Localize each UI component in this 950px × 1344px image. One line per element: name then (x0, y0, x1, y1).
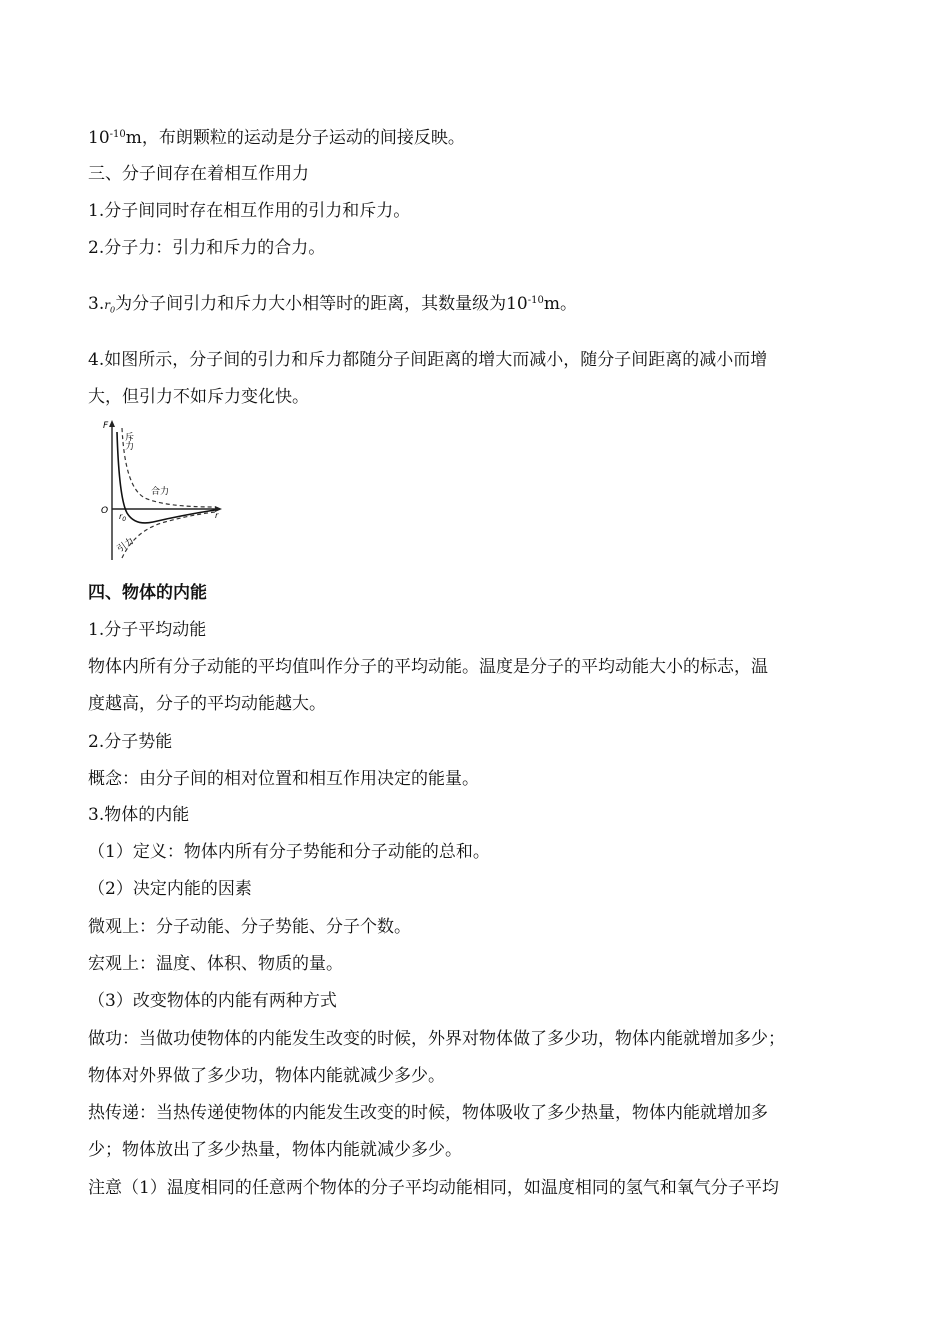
paragraph-2: 2.分子力：引力和斥力的合力。 (88, 238, 326, 258)
subsection-3-item-1: （1）定义：物体内所有分子势能和分子动能的总和。 (88, 842, 490, 862)
y-axis-arrow (109, 420, 115, 427)
heat-line-1: 热传递：当热传递使物体的内能发生改变的时候，物体吸收了多少热量，物体内能就增加多 (88, 1103, 768, 1123)
text-line-1: $10^{-10}m$，布朗颗粒的运动是分子运动的间接反映。 (88, 128, 465, 148)
heading-section-3: 三、分子间存在着相互作用力 (88, 164, 309, 184)
r0-label: $r_0$ (119, 512, 127, 523)
heading-section-4: 四、物体的内能 (88, 583, 207, 603)
paragraph-4-line-1: 4.如图所示，分子间的引力和斥力都随分子间距离的增大而减小，随分子间距离的减小而增 (88, 350, 768, 370)
note-line-1: 注意（1）温度相同的任意两个物体的分子平均动能相同，如温度相同的氢气和氧气分子平均 (88, 1178, 779, 1198)
subsection-1-line-1: 物体内所有分子动能的平均值叫作分子的平均动能。温度是分子的平均动能大小的标志，温 (88, 657, 768, 677)
subsection-3-micro: 微观上：分子动能、分子势能、分子个数。 (88, 917, 411, 937)
net-force-label: 合力 (151, 487, 170, 497)
paragraph-4-line-2: 大，但引力不如斥力变化快。 (88, 387, 309, 407)
paragraph-3: $3.r_0$为分子间引力和斥力大小相等时的距离，其数量级为$10^{-10}m$。 (88, 294, 577, 315)
axis-y-label: F (103, 421, 109, 431)
subheading-1: 1.分子平均动能 (88, 620, 207, 640)
origin-label: O (101, 506, 109, 516)
work-line-2: 物体对外界做了多少功，物体内能就减少多少。 (88, 1066, 445, 1086)
work-line-1: 做功：当做功使物体的内能发生改变的时候，外界对物体做了多少功，物体内能就增加多少； (88, 1029, 785, 1049)
attraction-label: 引力 (115, 536, 137, 555)
molecular-force-graph (95, 418, 225, 566)
subheading-2: 2.分子势能 (88, 732, 173, 752)
subsection-3-item-3: （3）改变物体的内能有两种方式 (88, 991, 337, 1011)
subsection-3-item-2: （2）决定内能的因素 (88, 879, 252, 899)
repulsion-label: 斥力 (123, 432, 133, 450)
subsection-1-line-2: 度越高，分子的平均动能越大。 (88, 694, 326, 714)
paragraph-1: 1.分子间同时存在相互作用的引力和斥力。 (88, 201, 411, 221)
axis-x-label: r (215, 511, 219, 520)
subsection-3-macro: 宏观上：温度、体积、物质的量。 (88, 954, 343, 974)
heat-line-2: 少；物体放出了多少热量，物体内能就减少多少。 (88, 1140, 462, 1160)
subsection-2-line-1: 概念：由分子间的相对位置和相互作用决定的能量。 (88, 769, 479, 789)
subheading-3: 3.物体的内能 (88, 805, 190, 825)
r0-symbol: $r_0$ (104, 298, 116, 315)
